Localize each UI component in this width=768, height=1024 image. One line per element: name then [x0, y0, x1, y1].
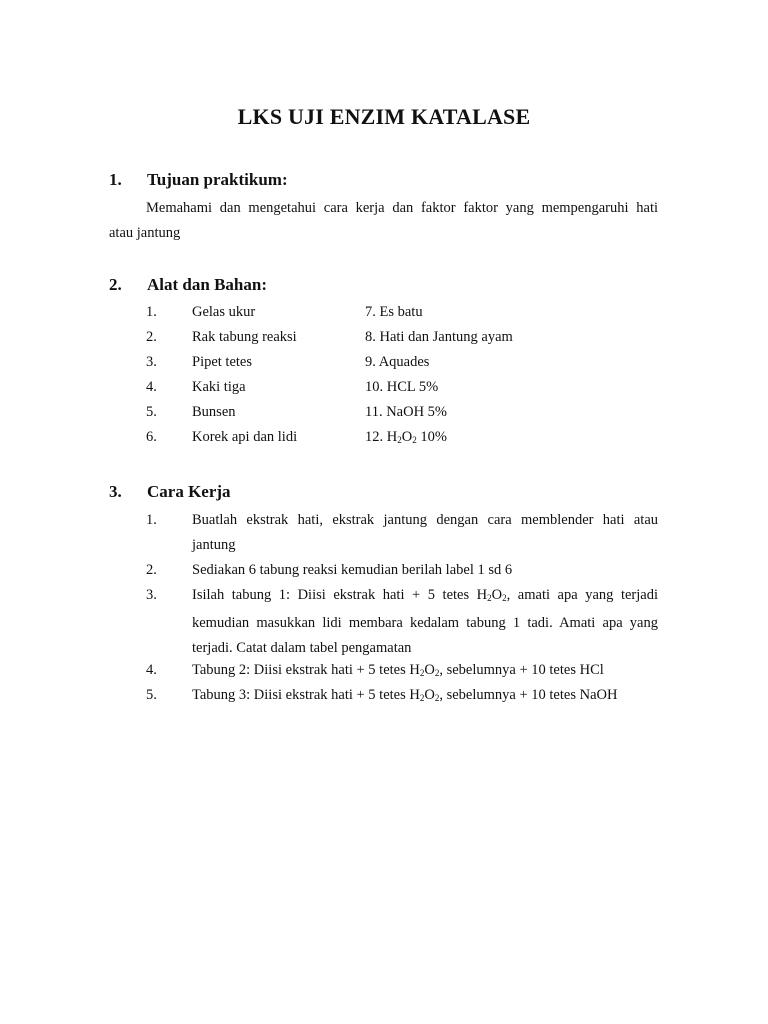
paragraph-line: Memahami dan mengetahui cara kerja dan faktor faktor yang mempengaruhi hati: [146, 200, 658, 216]
step-line: Tabung 2: Diisi ekstrak hati + 5 tetes $H_2O_2$, sebelumnya + 10 tetes HCl: [192, 662, 604, 678]
section-number: 1.: [109, 170, 122, 189]
item-text-right: 10. HCL 5%: [365, 379, 439, 395]
document-title: LKS UJI ENZIM KATALASE: [237, 104, 531, 129]
item-text: Pipet tetes: [192, 354, 253, 370]
item-text: Gelas ukur: [192, 304, 256, 320]
section-number: 2.: [109, 275, 122, 294]
section-title: Cara Kerja: [147, 482, 231, 501]
section-2-heading: [109, 275, 609, 297]
step-text: [192, 583, 658, 661]
item-number: 6.: [146, 429, 157, 445]
item-text: Bunsen: [192, 404, 236, 420]
step-text: [192, 508, 658, 558]
step-line: terjadi. Catat dalam tabel pengamatan: [192, 640, 412, 656]
step-text: [192, 683, 658, 711]
objective-paragraph: [109, 196, 658, 246]
item-text: Korek api dan lidi: [192, 429, 298, 445]
step-text: [192, 558, 658, 583]
item-text-right: 11. NaOH 5%: [365, 404, 448, 420]
section-title: Tujuan praktikum:: [147, 170, 288, 189]
item-number: 2.: [146, 329, 157, 345]
section-3-heading: [109, 482, 609, 504]
item-text-right: 9. Aquades: [365, 354, 430, 370]
step-line: jantung: [192, 537, 236, 553]
section-title: Alat dan Bahan:: [147, 275, 267, 294]
item-number: 5.: [146, 404, 157, 420]
item-number: 3.: [146, 354, 157, 370]
item-text-right: 12. $H_2O_2$ 10%: [365, 429, 447, 445]
step-number: 4.: [146, 662, 157, 678]
step-line: kemudian masukkan lidi membara kedalam tabung 1 tadi. Amati apa yang: [192, 615, 658, 631]
step-number: 3.: [146, 587, 157, 603]
item-text: Rak tabung reaksi: [192, 329, 297, 345]
step-line: Isilah tabung 1: Diisi ekstrak hati + 5 tetes $H_2O_2$, amati apa yang terjadi: [192, 587, 658, 603]
item-text-right: 7. Es batu: [365, 304, 423, 320]
step-number: 5.: [146, 687, 157, 703]
item-number: 4.: [146, 379, 157, 395]
paragraph-line: atau jantung: [109, 225, 181, 241]
item-text-right: 8. Hati dan Jantung ayam: [365, 329, 513, 345]
step-number: 2.: [146, 562, 157, 578]
step-line: Tabung 3: Diisi ekstrak hati + 5 tetes $H_2O_2$, sebelumnya + 10 tetes NaOH: [192, 687, 618, 703]
step-line: Buatlah ekstrak hati, ekstrak jantung dengan cara memblender hati atau: [192, 512, 658, 528]
section-1-heading: [109, 170, 609, 192]
step-line: Sediakan 6 tabung reaksi kemudian berilah label 1 sd 6: [192, 562, 513, 578]
item-number: 1.: [146, 304, 157, 320]
step-number: 1.: [146, 512, 157, 528]
step-text: [192, 658, 658, 686]
item-text: Kaki tiga: [192, 379, 246, 395]
section-number: 3.: [109, 482, 122, 501]
